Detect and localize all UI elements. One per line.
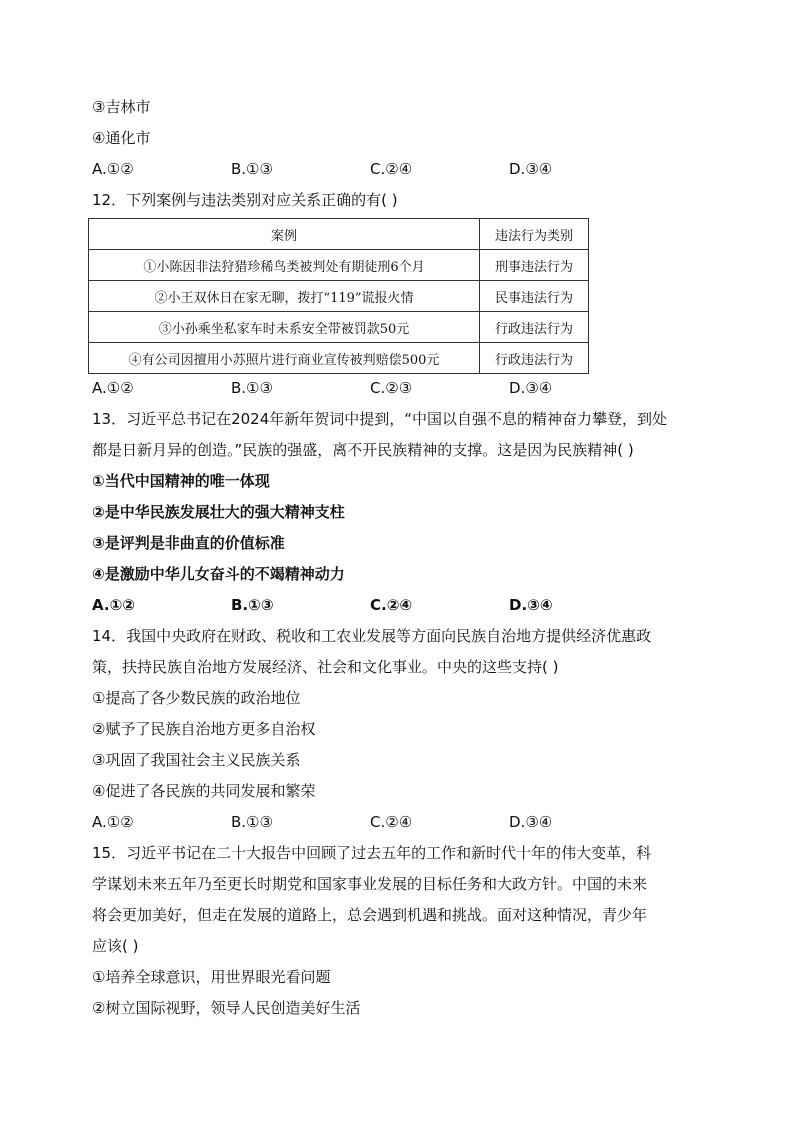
q13-option-b: B.①③ <box>231 596 274 614</box>
table-cell-category: 民事违法行为 <box>480 281 589 312</box>
q12-case-table <box>88 218 589 374</box>
q15-stem-line-3: 将会更加美好，但走在发展的道路上，总会遇到机遇和挑战。面对这种情况，青少年 <box>92 906 648 924</box>
question-11-tail <box>92 92 708 185</box>
table-row <box>89 281 589 312</box>
q12-options <box>92 373 708 404</box>
q15-item-2: ②树立国际视野，领导人民创造美好生活 <box>92 999 361 1017</box>
q13-item-2: ②是中华民族发展壮大的强大精神支柱 <box>92 503 345 521</box>
q12-stem: 12．下列案例与违法类别对应关系正确的有( ) <box>92 191 398 209</box>
q13-stem-line-2: 都是日新月异的创造。”民族的强盛，离不开民族精神的支撑。这是因为民族精神( ) <box>92 441 634 459</box>
q13-item-1: ①当代中国精神的唯一体现 <box>92 472 270 490</box>
q11-options <box>92 154 708 185</box>
q15-stem-line-1: 15．习近平书记在二十大报告中回顾了过去五年的工作和新时代十年的伟大变革，科 <box>92 844 652 862</box>
q13-item-4: ④是激励中华儿女奋斗的不竭精神动力 <box>92 565 345 583</box>
exam-page <box>92 92 708 1024</box>
question-15 <box>92 838 708 1024</box>
q11-item-3: ③吉林市 <box>92 98 151 116</box>
q13-stem-line-1: 13．习近平总书记在2024年新年贺词中提到，“中国以自强不息的精神奋力攀登，到处 <box>92 410 668 428</box>
q14-option-a: A.①② <box>92 813 134 831</box>
table-cell-case: ④有公司因擅用小苏照片进行商业宣传被判赔偿500元 <box>89 343 480 374</box>
q14-option-b: B.①③ <box>231 813 273 831</box>
table-cell-category: 刑事违法行为 <box>480 250 589 281</box>
q11-option-d: D.③④ <box>509 160 553 178</box>
table-cell-case: ①小陈因非法狩猎珍稀鸟类被判处有期徒刑6个月 <box>89 250 480 281</box>
question-12 <box>92 185 708 404</box>
q12-option-c: C.②③ <box>370 379 413 397</box>
q14-item-1: ①提高了各少数民族的政治地位 <box>92 689 301 707</box>
table-cell-case: ②小王双休日在家无聊，拨打“119”谎报火情 <box>89 281 480 312</box>
table-row <box>89 343 589 374</box>
q12-option-a: A.①② <box>92 379 134 397</box>
q13-option-c: C.②④ <box>370 596 413 614</box>
table-row <box>89 312 589 343</box>
q15-stem-line-2: 学谋划未来五年乃至更长时期党和国家事业发展的目标任务和大政方针。中国的未来 <box>92 875 648 893</box>
q11-item-4: ④通化市 <box>92 129 151 147</box>
table-header-case: 案例 <box>89 219 480 250</box>
q11-option-a: A.①② <box>92 160 134 178</box>
q12-option-d: D.③④ <box>509 379 553 397</box>
q13-item-3: ③是评判是非曲直的价值标准 <box>92 534 285 552</box>
q14-option-d: D.③④ <box>509 813 553 831</box>
q14-item-2: ②赋予了民族自治地方更多自治权 <box>92 720 316 738</box>
table-row <box>89 250 589 281</box>
table-header-category: 违法行为类别 <box>480 219 589 250</box>
q14-stem-line-1: 14．我国中央政府在财政、税收和工农业发展等方面向民族自治地方提供经济优惠政 <box>92 627 652 645</box>
q11-option-b: B.①③ <box>231 160 273 178</box>
q13-option-d: D.③④ <box>509 596 553 614</box>
q15-stem-line-4: 应该( ) <box>92 937 139 955</box>
q14-stem-line-2: 策，扶持民族自治地方发展经济、社会和文化事业。中央的这些支持( ) <box>92 658 559 676</box>
q14-options <box>92 807 708 838</box>
q13-items <box>92 466 708 621</box>
q14-item-4: ④促进了各民族的共同发展和繁荣 <box>92 782 316 800</box>
q14-option-c: C.②④ <box>370 813 413 831</box>
table-header-row <box>89 219 589 250</box>
question-13 <box>92 404 708 621</box>
q11-option-c: C.②④ <box>370 160 413 178</box>
question-14 <box>92 621 708 838</box>
table-cell-category: 行政违法行为 <box>480 312 589 343</box>
q13-option-a: A.①② <box>92 596 135 614</box>
q13-options <box>92 590 708 621</box>
q15-item-1: ①培养全球意识，用世界眼光看问题 <box>92 968 331 986</box>
table-cell-case: ③小孙乘坐私家车时未系安全带被罚款50元 <box>89 312 480 343</box>
q14-item-3: ③巩固了我国社会主义民族关系 <box>92 751 301 769</box>
table-cell-category: 行政违法行为 <box>480 343 589 374</box>
q12-option-b: B.①③ <box>231 379 273 397</box>
